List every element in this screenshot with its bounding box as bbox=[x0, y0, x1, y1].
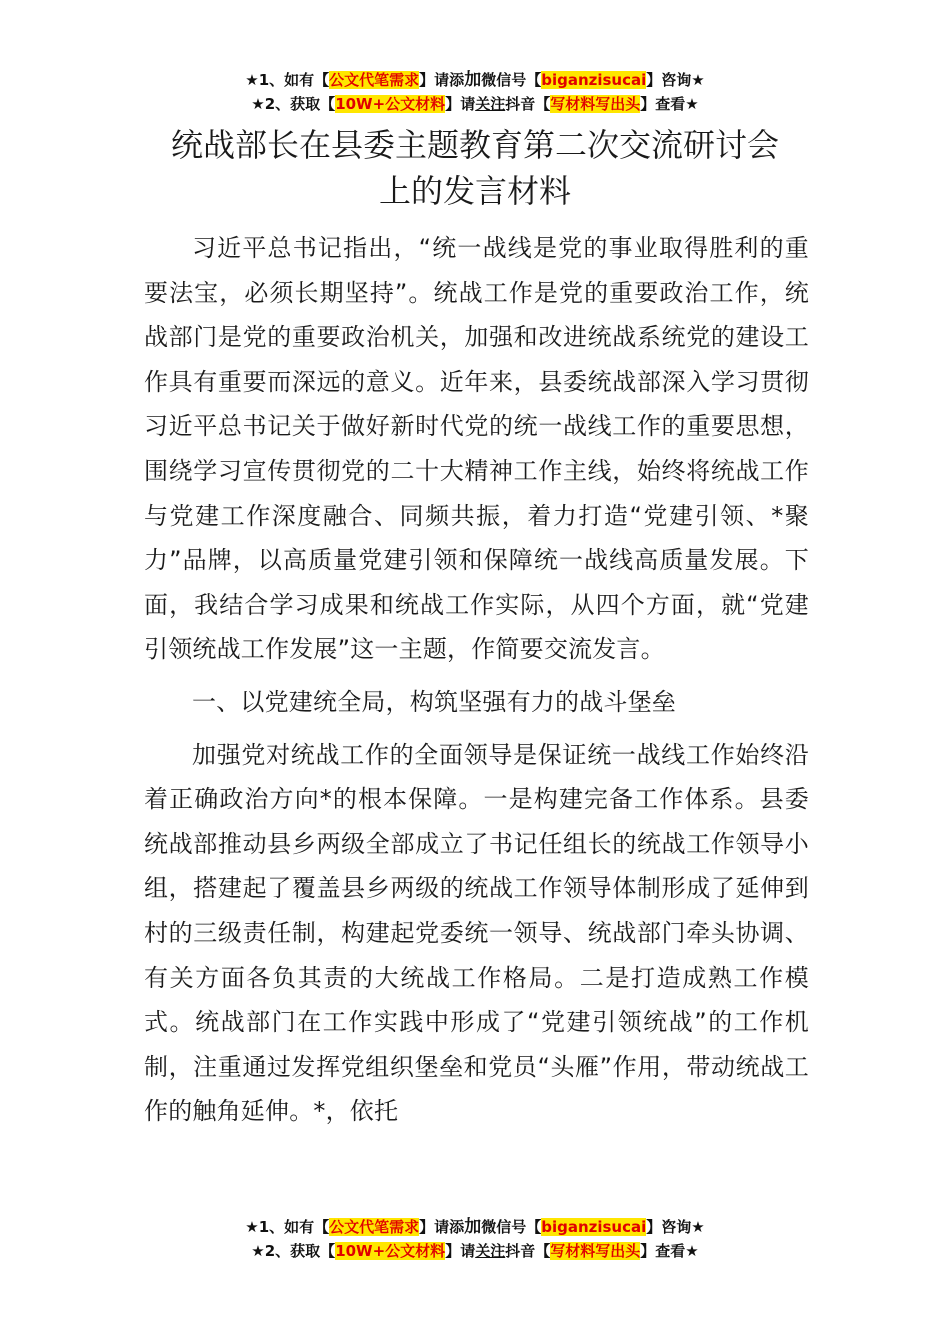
body-paragraph: 加强党对统战工作的全面领导是保证统一战线工作始终沿着正确政治方向*的根本保障。一是构建完备工作体系。县委统战部推动县乡两级全部成立了书记任组长的统战工作领导小组，搭建起了覆盖县乡两级的统战工作领导体制形成了延伸到村的三级责任制，构建起党委统一领导、统战部门牵头协调、有关方面各负其责的大统战工作格局。二是打造成熟工作模式。统战部门在工作实践中形成了“党建引领统战”的工作机制，注重通过发挥党组织堡垒和党员“头雁”作用，带动统战工作的触角延伸。*，依托 bbox=[144, 740, 809, 1126]
promo-line-1: ★1、如有【公文代笔需求】请添加微信号【biganzisucai】咨询★ bbox=[245, 1217, 705, 1237]
promo-highlight: 10W+公文材料 bbox=[335, 95, 446, 113]
promo-highlight: 公文代笔需求 bbox=[329, 1218, 420, 1236]
promo-highlight: 10W+公文材料 bbox=[335, 1242, 446, 1260]
promo-highlight: 公文代笔需求 bbox=[329, 71, 420, 89]
promo-douyin-id: 写材料写出头 bbox=[550, 95, 641, 113]
promo-douyin-id: 写材料写出头 bbox=[550, 1242, 641, 1260]
promo-wechat-id: biganzisucai bbox=[541, 1218, 647, 1236]
promo-line-2: ★2、获取【10W+公文材料】请关注抖音【写材料写出头】查看★ bbox=[251, 95, 699, 113]
top-promo-banner bbox=[0, 68, 950, 116]
title-line-2: 上的发言材料 bbox=[378, 172, 571, 210]
document-title bbox=[120, 122, 830, 214]
title-line-1: 统战部长在县委主题教育第二次交流研讨会 bbox=[170, 126, 779, 164]
promo-line-2: ★2、获取【10W+公文材料】请关注抖音【写材料写出头】查看★ bbox=[251, 1242, 699, 1260]
promo-wechat-id: biganzisucai bbox=[541, 71, 647, 89]
promo-line-1: ★1、如有【公文代笔需求】请添加微信号【biganzisucai】咨询★ bbox=[245, 70, 705, 90]
document-body bbox=[144, 226, 809, 1142]
section-heading: 一、以党建统全局，构筑坚强有力的战斗堡垒 bbox=[192, 687, 676, 716]
bottom-promo-banner bbox=[0, 1215, 950, 1263]
intro-paragraph: 习近平总书记指出，“统一战线是党的事业取得胜利的重要法宝，必须长期坚持”。统战工作是党的重要政治工作，统战部门是党的重要政治机关，加强和改进统战系统党的建设工作具有重要而深远的意义。近年来，县委统战部深入学习贯彻习近平总书记关于做好新时代党的统一战线工作的重要思想，围绕学习宣传贯彻党的二十大精神工作主线，始终将统战工作与党建工作深度融合、同频共振，着力打造“党建引领、*聚力”品牌，以高质量党建引领和保障统一战线高质量发展。下面，我结合学习成果和统战工作实际，从四个方面，就“党建引领统战工作发展”这一主题，作简要交流发言。 bbox=[144, 234, 809, 664]
